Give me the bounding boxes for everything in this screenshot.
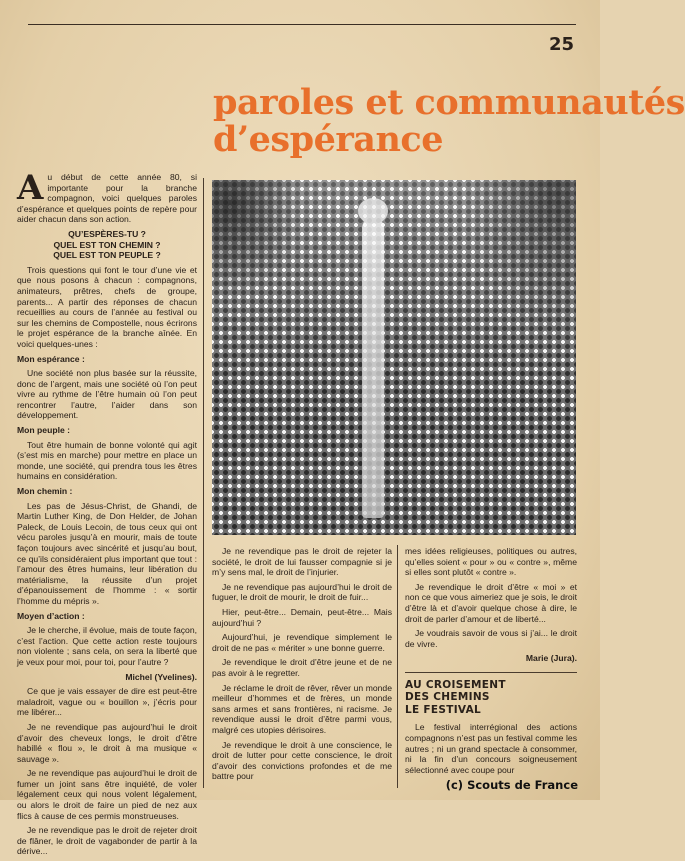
sidebar-box-title: AU CROISEMENT DES CHEMINS LE FESTIVAL (405, 678, 506, 716)
subhead-peuple: Mon peuple : (17, 425, 70, 436)
title-line-2: d’espérance (213, 119, 444, 160)
drop-cap: A (17, 168, 44, 208)
column-left (17, 168, 197, 861)
photo-foliage (212, 180, 302, 300)
body-paragraph: Trois questions qui font le tour d’une vie et que nous posons à chacun : compagnons, animateurs, prêtres, chefs de groupe, parents... A partir des réponses de chacun recueillies au cours de l’année au festival ou sur les chemins de Compostelle, nous écrirons le projet espérance de la branche aînée. En voici quelques-unes : (17, 264, 197, 349)
body-paragraph: Je voudrais savoir de vous si j’ai... le droit de vivre. (405, 628, 577, 649)
article-title (213, 82, 685, 160)
body-paragraph: Hier, peut-être... Demain, peut-être... Mais aujourd’hui ? (212, 606, 392, 628)
body-paragraph: Ce que je vais essayer de dire est peut-être maladroit, vague ou « bouillon », j’écris pour me libérer... (17, 686, 197, 718)
body-paragraph: Je réclame le droit de rêver, rêver un monde meilleur d’hommes et de frères, un monde sans armes et sans frontières, ni racisme. Je revendique aussi le droit d’être parmi vous, malgré ces utopies dérisoires. (212, 682, 392, 735)
halftone-photo (212, 180, 576, 535)
body-paragraph: Aujourd’hui, je revendique simplement le droit de ne pas « mériter » une bonne guerre. (212, 632, 392, 653)
page-number: 25 (548, 34, 574, 55)
question-2: QUEL EST TON CHEMIN ? (53, 239, 161, 250)
question-1: QU’ESPÈRES-TU ? (68, 228, 146, 239)
column-divider (203, 178, 204, 788)
signature-marie: Marie (Jura). (525, 653, 577, 664)
signature-michel: Michel (Yvelines). (125, 671, 197, 682)
copyright-notice: (c) Scouts de France (445, 778, 578, 792)
body-paragraph: Une société non plus basée sur la réussite, donc de l’argent, mais une société où l’on peut vivre au rythme de l’être humain où l’on peut rencontrer l’autre, l’aider dans son développement. (17, 368, 197, 421)
sidebar-box-text: Le festival interrégional des actions compagnons n’est pas un festival comme les autres ; ni un grand spectacle à consommer, ni la fin d’un concours soigneusement sélectionné avec coupe pour (405, 722, 577, 775)
body-paragraph: Je le cherche, il évolue, mais de toute façon, c’est l’action. Que cette action reste toujours non violente ; sans cela, on sera la liberté que je veux pour moi, pour toi, pour l’autre ? (17, 625, 197, 667)
question-3: QUEL EST TON PEUPLE ? (53, 250, 161, 261)
body-paragraph: Je revendique le droit d’être « moi » et non ce que vous aimeriez que je sois, le droit d’être là et d’avoir quelque chose à dire, le droit de parler d’amour et de liberté... (405, 581, 577, 624)
column-middle (212, 546, 392, 786)
body-paragraph: Je ne revendique pas aujourd’hui le droit de fumer un joint sans être inquiété, de voler légalement ceux qui nous volent légalement, ou alors le droit de faire un pied de nez aux flics à cause de ces permis monstrueuses. (17, 768, 197, 821)
header-rule (28, 24, 576, 25)
body-paragraph: Je revendique le droit d’être jeune et de ne pas avoir à le regretter. (212, 657, 392, 678)
photo-figure (362, 218, 384, 518)
body-paragraph: Je ne revendique pas aujourd’hui le droit de fuguer, le droit de mourir, le droit de fuir... (212, 581, 392, 603)
box-rule (405, 672, 577, 673)
body-paragraph: Tout être humain de bonne volonté qui agit (s’est mis en marche) pour mettre en place un monde, une société, qui prendra tous les êtres humains en considération. (17, 439, 197, 482)
title-line-1: paroles et communautés (213, 82, 685, 123)
subhead-action: Moyen d’action : (17, 610, 85, 621)
column-divider (397, 545, 398, 788)
column-right (405, 546, 577, 779)
body-paragraph: Je ne revendique pas aujourd’hui le droit d’avoir des cheveux longs, le droit d’être habillé « flou », le droit à ma musique « sauvage ». (17, 721, 197, 764)
subhead-chemin: Mon chemin : (17, 486, 73, 497)
body-paragraph: Je revendique le droit à une conscience, le droit de lutter pour cette conscience, le droit d’avoir des convictions profondes et de me battre pour (212, 739, 392, 782)
body-paragraph: Je ne revendique pas le droit de rejeter la société, le droit de lui fausser compagnie si je m’y sens mal, le droit de l’injurier. (212, 546, 392, 578)
intro-paragraph: A u début de cette année 80, si importante pour la branche compagnon, voici quelques paroles d’espérance et quelques points de repère pour aider chacun dans son action. (17, 168, 197, 225)
photo-foliage (466, 180, 576, 340)
body-paragraph: Je ne revendique pas le droit de rejeter droit de flâner, le droit de vagabonder de partir à la dérive... (17, 825, 197, 857)
subhead-esperance: Mon espérance : (17, 353, 85, 364)
body-paragraph: mes idées religieuses, politiques ou autres, qu’elles soient « pour » ou « contre », même si elles sont plutôt « contre ». (405, 546, 577, 578)
body-paragraph: Les pas de Jésus-Christ, de Ghandi, de Martin Luther King, de Don Helder, de Johan Paleck, de Louis Lecoin, de tous ceux qui ont vécu paroles jusqu’à en mourir, mais de toute façon toujours avec sincérité et jusqu’au bout, ce qu’ils considéraient plus important que tout : l’amour des êtres humains, leur libération du matérialisme, la réussite d’un projet d’épanouissement de l’homme : « sortir l’homme du mépris ». (17, 500, 197, 606)
